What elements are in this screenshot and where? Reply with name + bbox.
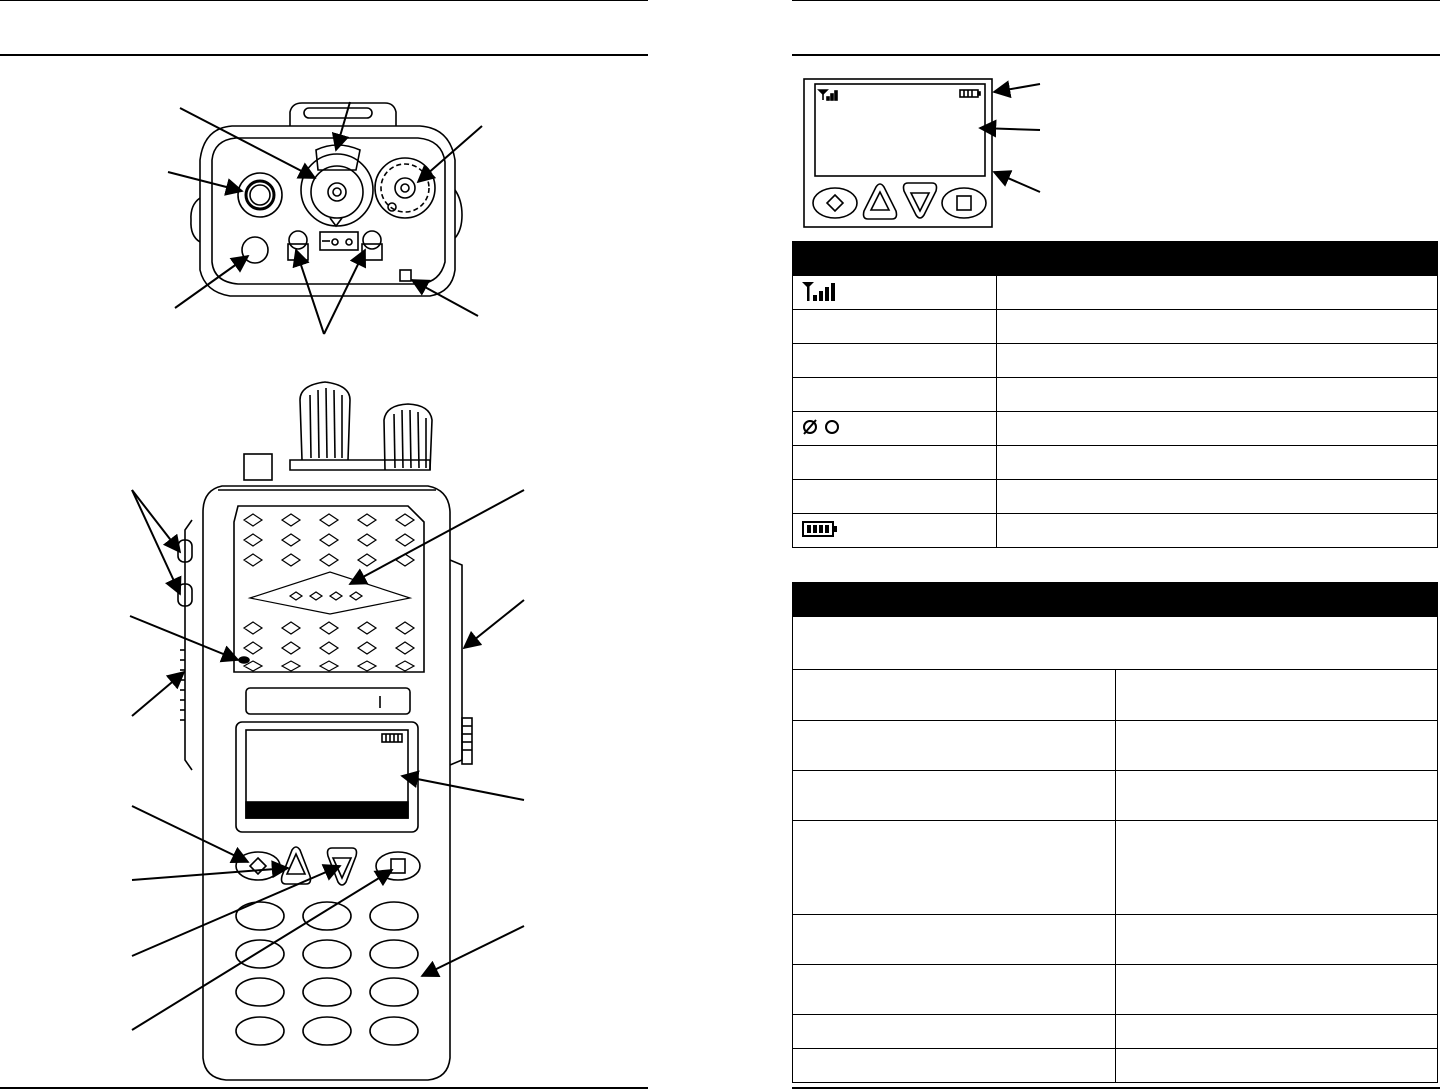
table-row — [793, 310, 1438, 344]
table-row — [793, 1015, 1438, 1049]
table-cell — [1115, 965, 1438, 1015]
table-header-row — [793, 583, 1438, 617]
slashed-circle-and-circle-icon — [801, 417, 845, 437]
table-row-span — [793, 617, 1438, 670]
table-cell — [1115, 721, 1438, 771]
table-cell-icon — [793, 276, 997, 310]
table-cell — [793, 310, 997, 344]
table-row — [793, 412, 1438, 446]
table-cell — [793, 480, 997, 514]
table-cell — [997, 310, 1438, 344]
battery-icon — [801, 519, 841, 539]
table-cell-icon — [793, 412, 997, 446]
table-cell — [997, 344, 1438, 378]
table-row — [793, 771, 1438, 821]
table-cell — [997, 412, 1438, 446]
table-cell — [793, 721, 1116, 771]
table-row — [793, 514, 1438, 548]
table-cell — [1115, 821, 1438, 915]
table-row — [793, 378, 1438, 412]
header-cell — [997, 242, 1438, 276]
display-illustration — [804, 79, 992, 227]
table-cell — [793, 378, 997, 412]
key-function-table — [792, 582, 1438, 1083]
table-cell — [997, 446, 1438, 480]
table-cell — [1115, 915, 1438, 965]
table-cell — [1115, 1049, 1438, 1083]
table-row — [793, 480, 1438, 514]
table-cell — [793, 965, 1116, 1015]
table-cell — [793, 821, 1116, 915]
table-row — [793, 446, 1438, 480]
table-cell — [997, 378, 1438, 412]
top-view-callouts — [168, 102, 482, 334]
table-row — [793, 721, 1438, 771]
table-cell — [793, 1015, 1116, 1049]
table-row — [793, 915, 1438, 965]
table-cell — [793, 446, 997, 480]
table-row — [793, 1049, 1438, 1083]
table-row — [793, 344, 1438, 378]
table-cell — [793, 771, 1116, 821]
front-view-callouts — [130, 490, 524, 1030]
table-row — [793, 821, 1438, 915]
table-cell — [1115, 1015, 1438, 1049]
table-cell — [793, 617, 1438, 670]
table-cell — [1115, 771, 1438, 821]
table-cell — [793, 915, 1116, 965]
table-cell — [793, 670, 1116, 721]
table-cell — [793, 344, 997, 378]
table-row — [793, 965, 1438, 1015]
table-header-row — [793, 242, 1438, 276]
table-cell-icon — [793, 514, 997, 548]
signal-strength-icon — [801, 279, 841, 303]
table-cell — [1115, 670, 1438, 721]
table-cell — [997, 514, 1438, 548]
table-row — [793, 670, 1438, 721]
display-callouts — [980, 84, 1040, 192]
header-cell — [793, 242, 997, 276]
table-cell — [793, 1049, 1116, 1083]
table-cell — [997, 276, 1438, 310]
header-cell — [793, 583, 1438, 617]
display-icon-table — [792, 241, 1438, 548]
table-row — [793, 276, 1438, 310]
table-cell — [997, 480, 1438, 514]
